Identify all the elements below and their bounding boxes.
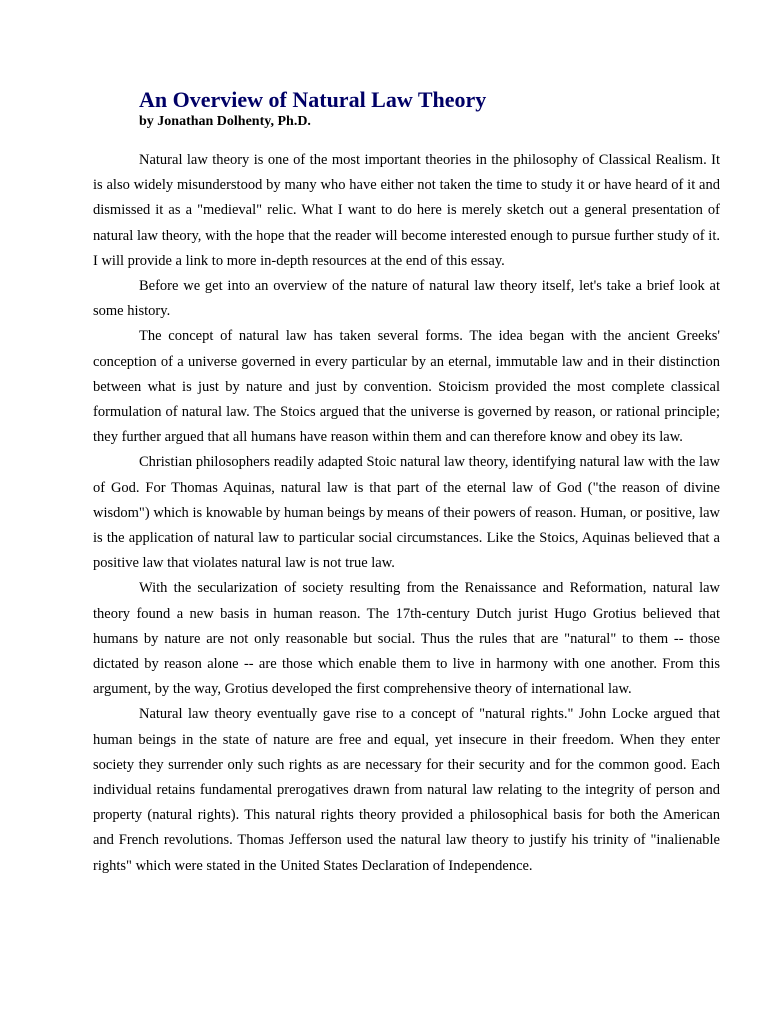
document-header xyxy=(93,86,720,130)
paragraph-3: The concept of natural law has taken several forms. The idea began with the ancient Greeks' conception of a universe governed in every particular by an eternal, immutable law and in their distinction between what is just by nature and just by convention. Stoicism provided the most complete classical formulation of natural law. The Stoics argued that the universe is governed by reason, or rational principle; they further argued that all humans have reason within them and can therefore know and obey its law. xyxy=(93,328,720,446)
paragraph-5: With the secularization of society resulting from the Renaissance and Reformation, natural law theory found a new basis in human reason. The 17th-century Dutch jurist Hugo Grotius believed that humans by nature are not only reasonable but social. Thus the rules that are "natural" to them -- those dictated by reason alone -- are those which enable them to live in harmony with one another. From this argument, by the way, Grotius developed the first comprehensive theory of international law. xyxy=(93,580,720,698)
paragraph-6: Natural law theory eventually gave rise to a concept of "natural rights." John Locke argued that human beings in the state of nature are free and equal, yet insecure in their freedom. When they enter society they surrender only such rights as are necessary for their security and for the common good. Each individual retains fundamental prerogatives drawn from natural law relating to the integrity of person and property (natural rights). This natural rights theory provided a philosophical basis for both the American and French revolutions. Thomas Jefferson used the natural law theory to justify his trinity of "inalienable rights" which were stated in the United States Declaration of Independence. xyxy=(93,706,720,874)
paragraph-4: Christian philosophers readily adapted Stoic natural law theory, identifying natural law with the law of God. For Thomas Aquinas, natural law is that part of the eternal law of God ("the reason of divine wisdom") which is knowable by human beings by means of their powers of reason. Human, or positive, law is the application of natural law to particular social circumstances. Like the Stoics, Aquinas believed that a positive law that violates natural law is not true law. xyxy=(93,454,720,572)
article-body xyxy=(93,148,720,879)
author-byline: by Jonathan Dolhenty, Ph.D. xyxy=(139,114,311,129)
page-title: An Overview of Natural Law Theory xyxy=(139,87,487,112)
paragraph-1: Natural law theory is one of the most important theories in the philosophy of Classical Realism. It is also widely misunderstood by many who have either not taken the time to study it or have heard of it and dismissed it as a "medieval" relic. What I want to do here is merely sketch out a general presentation of natural law theory, with the hope that the reader will become interested enough to pursue further study of it. I will provide a link to more in-depth resources at the end of this essay. xyxy=(93,152,720,269)
document-page xyxy=(93,86,720,879)
paragraph-2: Before we get into an overview of the nature of natural law theory itself, let's take a brief look at some history. xyxy=(93,278,720,320)
